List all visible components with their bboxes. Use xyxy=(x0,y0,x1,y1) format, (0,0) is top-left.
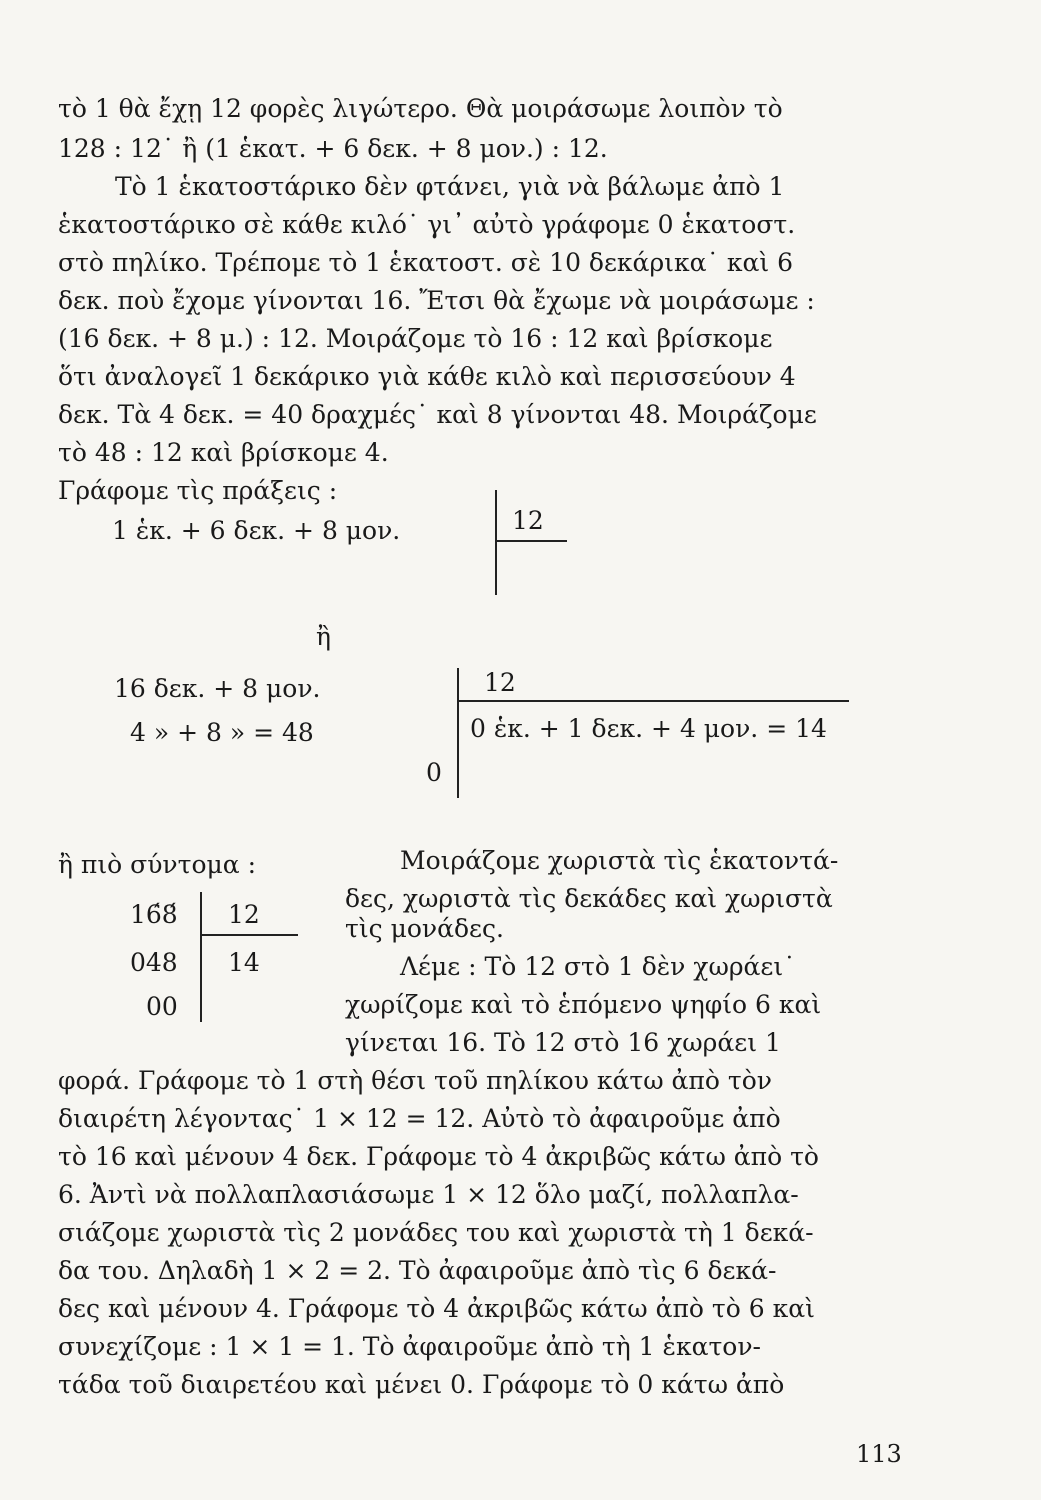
division2-horizontal-rule xyxy=(459,700,849,702)
text-line: φορά. Γράφομε τὸ 1 στὴ θέσι τοῦ πηλίκου κάτω ἀπὸ τὸν xyxy=(58,1066,772,1095)
division2-row1: 16 δεκ. + 8 μον. xyxy=(114,674,321,703)
division1-dividend: 1 ἑκ. + 6 δεκ. + 8 μον. xyxy=(112,516,401,545)
text-line: συνεχίζομε : 1 × 1 = 1. Τὸ ἀφαιροῦμε ἀπὸ τὴ 1 ἑκατον- xyxy=(58,1332,761,1361)
text-line: (16 δεκ. + 8 μ.) : 12. Μοιράζομε τὸ 16 : 12 καὶ βρίσκομε xyxy=(58,324,773,353)
division2-quotient: 0 ἑκ. + 1 δεκ. + 4 μον. = 14 xyxy=(470,714,827,743)
text-line: Γράφομε τὶς πράξεις : xyxy=(58,476,338,505)
text-line: δα του. Δηλαδὴ 1 × 2 = 2. Τὸ ἀφαιροῦμε ἀπὸ τὶς 6 δεκά- xyxy=(58,1256,777,1285)
text-line: ἑκατοστάρικο σὲ κάθε κιλό˙ γι᾽ αὐτὸ γράφομε 0 ἑκατοστ. xyxy=(58,210,796,239)
text-line: στὸ πηλίκο. Τρέπομε τὸ 1 ἑκατοστ. σὲ 10 δεκάρικα˙ καὶ 6 xyxy=(58,248,794,277)
short-form-label: ἢ πιὸ σύντομα : xyxy=(58,850,256,879)
side-text-line: χωρίζομε καὶ τὸ ἑπόμενο ψηφίο 6 καὶ xyxy=(345,990,822,1019)
text-line: 6. Ἀντὶ νὰ πολλαπλασιάσωμε 1 × 12 ὅλο μαζί, πολλαπλα- xyxy=(58,1180,799,1209)
division3-vertical-rule xyxy=(200,892,202,1022)
division3-step1: 048 xyxy=(130,948,178,977)
text-line: 128 : 12˙ ἢ (1 ἑκατ. + 6 δεκ. + 8 μον.) : 12. xyxy=(58,134,608,163)
text-line: τὸ 16 καὶ μένουν 4 δεκ. Γράφομε τὸ 4 ἀκριβῶς κάτω ἀπὸ τὸ xyxy=(58,1142,819,1171)
division3-step2: 00 xyxy=(146,992,178,1021)
side-text-line: τὶς μονάδες. xyxy=(345,914,504,943)
division3-dividend: 16́8́ xyxy=(130,900,178,929)
division2-row2: 4 » + 8 » = 48 xyxy=(130,718,314,747)
side-text-line: γίνεται 16. Τὸ 12 στὸ 16 χωράει 1 xyxy=(345,1028,781,1057)
text-line: δες καὶ μένουν 4. Γράφομε τὸ 4 ἀκριβῶς κάτω ἀπὸ τὸ 6 καὶ xyxy=(58,1294,815,1323)
page-number: 113 xyxy=(856,1440,902,1468)
text-line: Τὸ 1 ἑκατοστάρικο δὲν φτάνει, γιὰ νὰ βάλωμε ἀπὸ 1 xyxy=(115,172,785,201)
division1-vertical-rule xyxy=(495,490,497,595)
text-line: σιάζομε χωριστὰ τὶς 2 μονάδες του καὶ χωριστὰ τὴ 1 δεκά- xyxy=(58,1218,814,1247)
division3-divisor: 12 xyxy=(228,900,260,929)
division3-horizontal-rule xyxy=(202,934,298,936)
division1-horizontal-rule xyxy=(497,540,567,542)
side-text-line: Μοιράζομε χωριστὰ τὶς ἑκατοντά- xyxy=(400,846,839,875)
text-line: τὸ 1 θὰ ἔχῃ 12 φορὲς λιγώτερο. Θὰ μοιράσωμε λοιπὸν τὸ xyxy=(58,94,783,123)
text-line: δεκ. Τὰ 4 δεκ. = 40 δραχμές˙ καὶ 8 γίνονται 48. Μοιράζομε xyxy=(58,400,817,429)
text-line: δεκ. ποὺ ἔχομε γίνονται 16. Ἔτσι θὰ ἔχωμε νὰ μοιράσωμε : xyxy=(58,286,815,315)
division1-divisor: 12 xyxy=(512,506,544,535)
division3-quotient: 14 xyxy=(228,948,260,977)
or-word: ἢ xyxy=(316,622,331,651)
side-text-line: Λέμε : Τὸ 12 στὸ 1 δὲν χωράει˙ xyxy=(400,952,796,981)
division2-vertical-rule xyxy=(457,668,459,798)
division2-row3: 0 xyxy=(426,758,442,787)
side-text-line: δες, χωριστὰ τὶς δεκάδες καὶ χωριστὰ xyxy=(345,884,833,913)
text-line: ὅτι ἀναλογεῖ 1 δεκάρικο γιὰ κάθε κιλὸ καὶ περισσεύουν 4 xyxy=(58,362,796,391)
division2-divisor: 12 xyxy=(484,668,516,697)
text-line: διαιρέτη λέγοντας˙ 1 × 12 = 12. Αὐτὸ τὸ ἀφαιροῦμε ἀπὸ xyxy=(58,1104,781,1133)
text-line: τάδα τοῦ διαιρετέου καὶ μένει 0. Γράφομε τὸ 0 κάτω ἀπὸ xyxy=(58,1370,785,1399)
text-line: τὸ 48 : 12 καὶ βρίσκομε 4. xyxy=(58,438,389,467)
